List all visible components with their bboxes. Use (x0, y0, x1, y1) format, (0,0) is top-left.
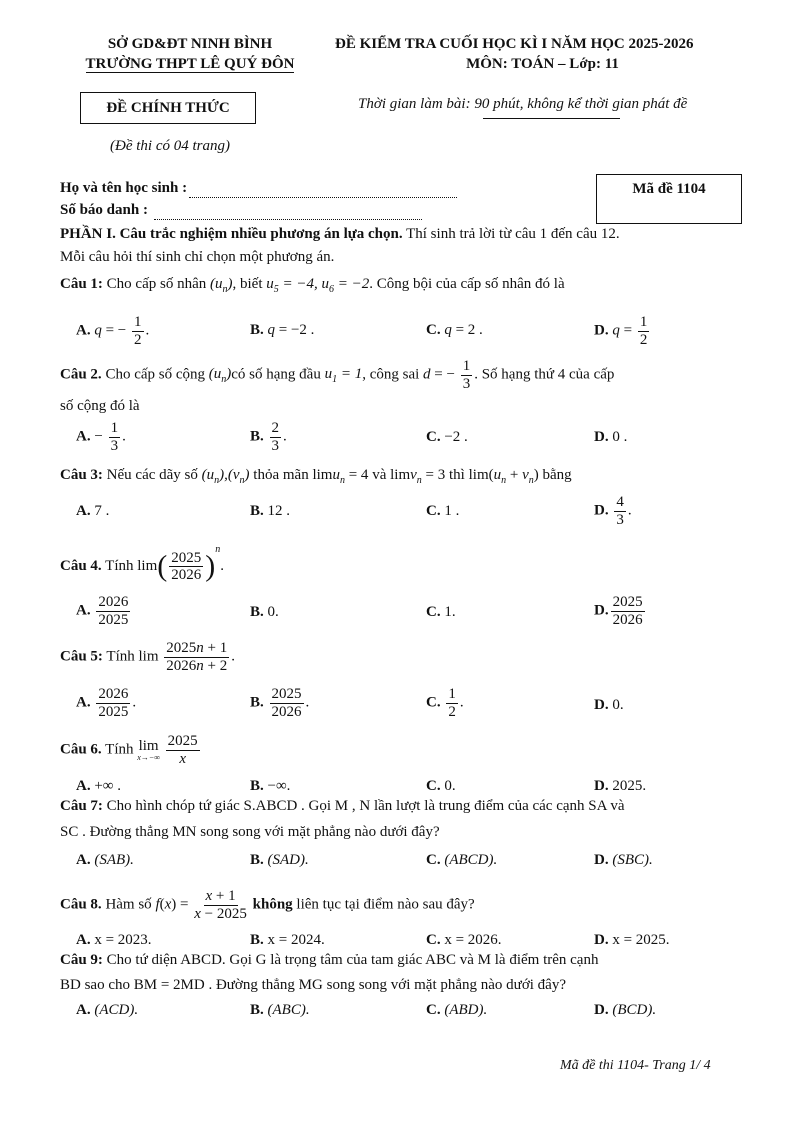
student-name-label (60, 180, 457, 198)
q6-option-c[interactable] (426, 778, 456, 795)
q3-text2: thỏa mãn (253, 467, 309, 483)
q6-option-d[interactable] (594, 778, 646, 795)
q7-option-a[interactable] (76, 852, 134, 869)
q6-a-label: A. (76, 778, 91, 794)
q4-option-d[interactable]: D. $\frac{2025}{2026}$ (594, 594, 643, 628)
q8-a-label: A. (76, 932, 91, 948)
q3-b-value: 12 . (267, 503, 291, 519)
q3-option-d[interactable]: D. $\frac{4}{3}$ . (594, 494, 632, 528)
q2-a-label: A. (76, 428, 91, 445)
pages-note: (Đề thi có 04 trang) (110, 138, 230, 154)
q8-label: Câu 8. (60, 896, 102, 913)
q6-option-b[interactable] (250, 778, 290, 795)
q3-d-label: D. (594, 502, 609, 519)
q8-b-label: B. (250, 932, 264, 948)
q3-text4: thì (449, 467, 465, 483)
school-name-text: TRƯỜNG THPT LÊ QUÝ ĐÔN (85, 56, 295, 72)
question-5: Câu 5: Tính lim $\frac{2025n + 1}{2026n + 2}$ . (60, 640, 235, 674)
student-name-text: Họ và tên học sinh : (60, 180, 188, 196)
q2-c-label: C. (426, 429, 441, 445)
question-1 (60, 276, 565, 295)
q9-a-label: A. (76, 1002, 91, 1018)
q2-d-label: D. (594, 429, 609, 445)
q9-b-value: (ABC). (267, 1002, 310, 1018)
q7-c-value: (ABCD). (444, 852, 498, 868)
q2-text: Cho cấp số cộng (105, 366, 206, 383)
q3-c-value: 1 . (444, 503, 460, 519)
q7-b-label: B. (250, 852, 264, 868)
q3-option-a[interactable] (76, 503, 109, 520)
student-id-field[interactable] (154, 202, 422, 220)
q8-text: Hàm số (105, 896, 152, 913)
q4-d-label: D. (594, 602, 609, 619)
q2-text5: số cộng đó là (60, 398, 140, 414)
q3-text3: và (372, 467, 387, 483)
q9-a-value: (ACD). (94, 1002, 139, 1018)
student-name-field[interactable] (189, 180, 457, 198)
q7-b-value: (SAD). (267, 852, 309, 868)
q6-b-value: −∞. (267, 778, 291, 794)
q5-d-label: D. (594, 697, 609, 713)
q6-d-label: D. (594, 778, 609, 794)
q9-c-value: (ABD). (444, 1002, 488, 1018)
q4-option-b[interactable] (250, 604, 279, 621)
q9-option-b[interactable] (250, 1002, 310, 1019)
q2-option-c[interactable] (426, 429, 468, 446)
page-footer: Mã đề thi 1104- Trang 1/ 4 (560, 1058, 711, 1073)
q4-c-label: C. (426, 604, 441, 620)
q7-text2: SC . Đường thẳng MN song song với mặt phẳng nào dưới đây? (60, 824, 440, 840)
q3-a-label: A. (76, 503, 91, 519)
q1-c-label: C. (426, 322, 441, 338)
q6-label: Câu 6. (60, 741, 102, 758)
part1-line1 (60, 226, 620, 243)
q8-option-b[interactable] (250, 932, 325, 949)
q1-text: Cho cấp số nhân (106, 276, 207, 292)
q4-option-c[interactable] (426, 604, 456, 621)
q2-c-value: −2 . (444, 429, 468, 445)
q7-label: Câu 7: (60, 798, 103, 814)
q3-label: Câu 3: (60, 467, 103, 483)
q1-d-label: D. (594, 322, 609, 339)
part1-instruction-1: Thí sinh trả lời từ câu 1 đến câu 12. (402, 226, 620, 242)
part1-instruction-2: Mỗi câu hỏi thí sinh chỉ chọn một phương án. (60, 249, 335, 265)
question-8: Câu 8. Hàm số f(x) = $\frac{x + 1}{x - 2025}$ không liên tục tại điểm nào sau đây? (60, 888, 475, 922)
time-label: Thời gian làm bài: 90 phút, không kể thời gian phát đề (358, 96, 688, 112)
question-9 (60, 952, 598, 969)
q7-option-d[interactable] (594, 852, 653, 869)
subject-line: MÔN: TOÁN – Lớp: 11 (466, 56, 619, 72)
student-id-label (60, 202, 422, 220)
question-4: Câu 4. Tính lim( $\frac{2025}{2026}$ )$^n$. (60, 544, 225, 584)
q3-text: Nếu các dãy số (106, 467, 198, 483)
q1-option-d[interactable]: D. q = $\frac{1}{2}$ (594, 314, 648, 348)
q6-b-label: B. (250, 778, 264, 794)
q7-option-b[interactable] (250, 852, 309, 869)
part1-title: PHẦN I. Câu trắc nghiệm nhiều phương án lựa chọn. (60, 226, 403, 242)
official-label: ĐỀ CHÍNH THỨC (80, 92, 256, 124)
student-id-text: Số báo danh : (60, 202, 148, 218)
q7-d-label: D. (594, 852, 609, 868)
q6-c-label: C. (426, 778, 441, 794)
q8-c-label: C. (426, 932, 441, 948)
q6-a-value: +∞ . (94, 778, 121, 794)
q2-option-a[interactable]: A. − $\frac{1}{3}$ . (76, 420, 126, 454)
q9-text: Cho tứ diện ABCD. Gọi G là trọng tâm của tam giác ABC và M là điểm trên cạnh (106, 952, 599, 968)
q2-b-label: B. (250, 428, 264, 445)
q9-label: Câu 9: (60, 952, 103, 968)
q8-d-value: x = 2025. (612, 932, 670, 948)
exam-code-box (596, 174, 742, 224)
q4-b-value: 0. (267, 604, 279, 620)
q9-d-label: D. (594, 1002, 609, 1018)
q1-seq: $(u_n)$ (210, 276, 233, 295)
q2-text3: , công sai (362, 366, 420, 383)
q8-a-value: x = 2023. (94, 932, 152, 948)
q9-text2: BD sao cho BM = 2MD . Đường thẳng MG song song với mặt phẳng nào dưới đây? (60, 977, 566, 993)
q5-option-b[interactable]: B. $\frac{2025}{2026}$ . (250, 686, 310, 720)
q7-option-c[interactable] (426, 852, 497, 869)
q7-d-value: (SBC). (612, 852, 653, 868)
q6-d-value: 2025. (612, 778, 647, 794)
q1-text3: . Công bội của cấp số nhân đó là (369, 276, 565, 292)
q1-option-b[interactable]: B. q = −2 . (250, 322, 315, 338)
q7-a-value: (SAB). (94, 852, 134, 868)
q3-text5: bằng (542, 467, 572, 483)
exam-title: ĐỀ KIỂM TRA CUỐI HỌC KÌ I NĂM HỌC 2025-2026 (335, 36, 694, 52)
q8-d-label: D. (594, 932, 609, 948)
q1-cond: $u_5 = -4$, $u_6 = -2$ (266, 276, 370, 295)
q5-option-d[interactable] (594, 697, 624, 714)
q2-option-b[interactable]: B. $\frac{2}{3}$ . (250, 420, 287, 454)
q3-option-b[interactable] (250, 503, 290, 520)
q3-c-label: C. (426, 503, 441, 519)
question-7 (60, 798, 625, 815)
q7-text: Cho hình chóp tứ giác S.ABCD . Gọi M , N lần lượt là trung điểm của các cạnh SA và (106, 798, 625, 814)
q8-option-a[interactable] (76, 932, 152, 949)
q8-option-c[interactable] (426, 932, 502, 949)
department: SỞ GD&ĐT NINH BÌNH (107, 36, 273, 52)
q1-option-c[interactable]: C. q = 2 . (426, 322, 483, 338)
q8-text2: không (252, 896, 293, 913)
q3-option-c[interactable] (426, 503, 459, 520)
q1-b-label: B. (250, 322, 264, 338)
q4-c-value: 1. (444, 604, 456, 620)
q5-c-label: C. (426, 694, 441, 711)
q3-a-value: 7 . (94, 503, 110, 519)
q8-c-value: x = 2026. (444, 932, 502, 948)
question-3: Câu 3: Nếu các dãy số $(u_n),(v_n)$ thỏa mãn limu$_n$ = 4 và limv$_n$ = 3 thì $\lim(u_n + v_n)$ bằng (60, 467, 572, 486)
q4-text: Tính (105, 558, 134, 574)
q9-option-d[interactable] (594, 1002, 656, 1019)
q2-text2: có số hạng đầu (231, 366, 321, 383)
q6-c-value: 0. (444, 778, 456, 794)
q5-b-label: B. (250, 694, 264, 711)
time-underline (483, 118, 620, 119)
question-6: Câu 6. Tính lim x→−∞ $\frac{2025}{x}$ (60, 733, 198, 767)
q4-b-label: B. (250, 604, 264, 620)
q7-a-label: A. (76, 852, 91, 868)
q2-option-d[interactable] (594, 429, 627, 446)
q6-text: Tính (105, 741, 134, 758)
q9-b-label: B. (250, 1002, 264, 1018)
q4-a-label: A. (76, 602, 91, 619)
q7-c-label: C. (426, 852, 441, 868)
q5-label: Câu 5: (60, 648, 103, 665)
q5-option-a[interactable]: A. $\frac{2026}{2025}$ . (76, 686, 137, 720)
q4-label: Câu 4. (60, 558, 102, 574)
q5-text: Tính (106, 648, 135, 665)
q9-d-value: (BCD). (612, 1002, 657, 1018)
q3-b-label: B. (250, 503, 264, 519)
q9-c-label: C. (426, 1002, 441, 1018)
question-2: Câu 2. Cho cấp số cộng $(u_n)có$ số hạng đầu $u_1 = 1$, công sai d = − $\frac{1}{3}$ . Số hạng thứ 4 của cấp (60, 358, 615, 392)
q4-option-a[interactable]: A. $\frac{2026}{2025}$ (76, 594, 129, 628)
exam-code: Mã đề 1104 (632, 181, 706, 197)
q5-d-value: 0. (612, 697, 624, 713)
q1-label: Câu 1: (60, 276, 103, 292)
q5-a-label: A. (76, 694, 91, 711)
q8-option-d[interactable] (594, 932, 670, 949)
q1-text2: , biết (232, 276, 263, 292)
q6-option-a[interactable] (76, 778, 121, 795)
q2-label: Câu 2. (60, 366, 102, 383)
q2-d-value: 0 . (612, 429, 628, 445)
q2-text4: . Số hạng thứ 4 của cấp (474, 366, 615, 383)
q8-b-value: x = 2024. (267, 932, 325, 948)
q9-option-c[interactable] (426, 1002, 487, 1019)
q8-text3: liên tục tại điểm nào sau đây? (296, 896, 475, 913)
q1-option-a[interactable]: A. q = − $\frac{1}{2}$ . (76, 314, 150, 348)
q5-option-c[interactable]: C. $\frac{1}{2}$ . (426, 686, 464, 720)
q9-option-a[interactable] (76, 1002, 138, 1019)
school-name (60, 56, 320, 73)
q1-a-label: A. (76, 322, 91, 339)
